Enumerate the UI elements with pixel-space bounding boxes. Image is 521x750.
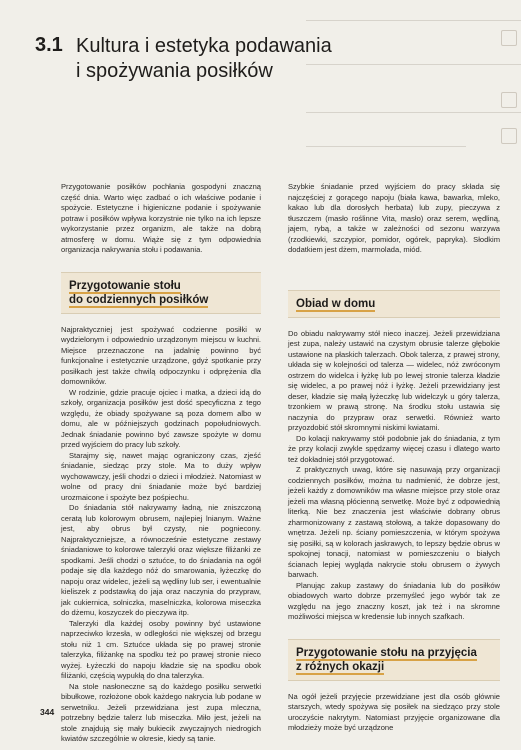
paragraph: Do śniadania stół nakrywamy ładną, nie zniszczoną ceratą lub kolorowym obrusem, najlepiej lnianym. Ważne jest, aby obrus był czysty, nie pogniecony. Najpraktyczniejsze, a równocześnie estetyczne zestawy śniadaniowe to kolorowe talerzyki oraz większe filiżanki ze spodkami. Jeśli chodzi o sztućce, to do śniadania na ogół podaje się dla każdego nóż do smarowania, łyżeczkę do napoju oraz widelec, jeżeli są wędliny lub ser, i ewentualnie kieliszek z podstawką do jaja oraz naczynia do przypraw, jak cukiernica, solniczka, maselniczka, kolorowa miseczka do dżemu, koszyczek do pieczywa itp. <box>61 503 261 617</box>
chapter-title-line-1: Kultura i estetyka podawania <box>76 35 332 57</box>
paragraph: Z praktycznych uwag, które się nasuwają przy organizacji codziennych posiłków, można tu nadmienić, że dobrze jest, jeżeli każdy z domowników ma własne miejsce przy stole oraz jeżeli ma własną płócienną serwetkę. Może być z odpowiednią literką. Nie bez znaczenia jest właściwie dobrany obrus zharmonizowany z zastawą stołową, a także dopasowany do wnętrza. Jeżeli np. ściany pomieszczenia, w którym spożywa się posiłki, są w kolorach jaskrawych, to lepszy będzie obrus w spokojnej tonacji, natomiast w pomieszczeniu o białych ścianach lepiej wygląda nakrycie stołu obrusem o żywych barwach. <box>288 465 500 579</box>
page-number: 344 <box>40 707 55 717</box>
bleed-through-area <box>306 0 521 170</box>
section-title-line-2: do codziennych posiłków <box>69 293 209 306</box>
chapter-title-line-2: i spożywania posiłków <box>76 60 273 82</box>
paragraph: Najpraktyczniej jest spożywać codzienne posiłki w wydzielonym i odpowiednio urządzonym miejscu w kuchni. Miejsce przeznaczone na jadalnię powinno być funkcjonalne i estetycznie urządzone, gdyż spotkanie przy posiłkach jest także chwilą odpoczynku i odprężenia dla domowników. <box>61 324 261 386</box>
paragraph: Na stole nasłoneczne są do każdego posiłku serwetki bibułkowe, rozłożone obok każdego nakrycia lub podane w serwetniku. Jeżeli przewidziana jest zupa mleczna, potrzebny będzie talerz lub miseczka. Miło jest, jeżeli na stole znajdują się mały bukiecik zwyczajnych niedrogich kwiatów szczególnie w okresie, kiedy są tanie. <box>61 681 261 743</box>
left-column <box>61 182 261 745</box>
paragraph: W rodzinie, gdzie pracuje ojciec i matka, a dzieci idą do szkoły, organizacja posiłków jest dość specyficzna z tego względu, że obiady spożywane są poza domem albo w domu, ale w późniejszych godzinach popołudniowych. Jednak śniadanie powinno być zawsze spożyte w domu przed wyjściem do pracy lub szkoły. <box>61 387 261 449</box>
right-column <box>288 182 500 734</box>
paragraph: Planując zakup zastawy do śniadania lub do posiłków obiadowych warto dobrze przemyśleć jego wybór tak ze względu na jego znaczny koszt, jak też i na skromne możliwości miejsca w kredensie lub innych szafkach. <box>288 580 500 621</box>
section-title-line-1: Przygotowanie stołu na przyjęcia <box>296 646 477 659</box>
chapter-number: 3.1 <box>35 34 63 56</box>
chapter-title <box>76 34 346 84</box>
section-title-line: Obiad w domu <box>296 297 376 310</box>
section-title-line-1: Przygotowanie stołu <box>69 279 181 292</box>
paragraph: Na ogół jeżeli przyjęcie przewidziane jest dla osób głównie starszych, wtedy spożywa się posiłek na siedząco przy stole uroczyście nakrytym. Natomiast przyjęcie organizowane dla młodzieży może być urządzone <box>288 691 500 732</box>
paragraph: Szybkie śniadanie przed wyjściem do pracy składa się najczęściej z gorącego napoju (biała kawa, bawarka, mleko, kakao lub dla dorosłych herbata) lub zupy, pieczywa z tłuszczem (masło roślinne Vita, masło) oraz serem, wędliną, jajem, rybą, a także w zależności od sezonu warzywa (rzodkiewki, szczypior, pomidor, ogórek, papryka). Słodkim dodatkiem jest dżem, marmolada, miód. <box>288 182 500 254</box>
paragraph: Do kolacji nakrywamy stół podobnie jak do śniadania, z tym że przy kolacji zwykle spędzamy więcej czasu i dlatego warto też dokładniej stół przygotować. <box>288 433 500 464</box>
paragraph: Do obiadu nakrywamy stół nieco inaczej. Jeżeli przewidziana jest zupa, należy ustawić na czystym obrusie talerze głębokie ustawione na płaskich talerzach. Obok talerza, z prawej strony, układa się w kolejności od talerza — widelec, nóż zwróconym ostrzem do widelca i łyżkę lub po lewej stronie talerza kładzie się widelec, a po prawej nóż i łyżkę. Jeżeli przewidziany jest deser, kładzie się małą łyżeczkę lub widelczyk u góry talerza, trzonkiem w prawą stronę. Na środku stołu ustawia się naczynia do przypraw oraz serwetki. Również warto przyozdobić stół skromnymi niskimi kwiatami. <box>288 328 500 432</box>
section-title <box>296 297 492 311</box>
intro-paragraph: Przygotowanie posiłków pochłania gospodyni znaczną część dnia. Warto więc zadbać o ich właściwe podanie i spożycie. Estetyczne i higieniczne podanie i spożywanie potraw i posiłków wpływa korzystnie nie tylko na ich lepsze wykorzystanie przez organizm, ale także na dobrą atmosferę w domu. Wiąże się z tym odpowiednia organizacja nakrywania stołu i podawania. <box>61 182 261 254</box>
section-heading-obiad <box>288 290 500 318</box>
section-heading-przyjecia <box>288 639 500 681</box>
section-title <box>296 646 492 674</box>
paragraph: Starajmy się, nawet mając ograniczony czas, zjeść śniadanie, siedząc przy stole. Ma to duży wpływ wychowawczy, jeśli chodzi o dzieci i młodzież. Natomiast w wolne od pracy dni śniadanie może być bardziej urozmaicone i spożyte bez pośpiechu. <box>61 450 261 502</box>
section-heading-codzienne <box>61 272 261 314</box>
section-title-line-2: z różnych okazji <box>296 660 385 673</box>
paragraph: Talerzyki dla każdej osoby powinny być ustawione naprzeciwko krzesła, w odległości nie większej od brzegu stołu niż 1 cm. Sztućce układa się po prawej stronie talerzyka, filiżankę na spodku też po prawej stronie nieco wyżej. Łyżeczki do napoju kładzie się na spodku obok filiżanki, częścią wypukłą do dna talerzyka. <box>61 618 261 680</box>
section-title <box>69 279 253 307</box>
